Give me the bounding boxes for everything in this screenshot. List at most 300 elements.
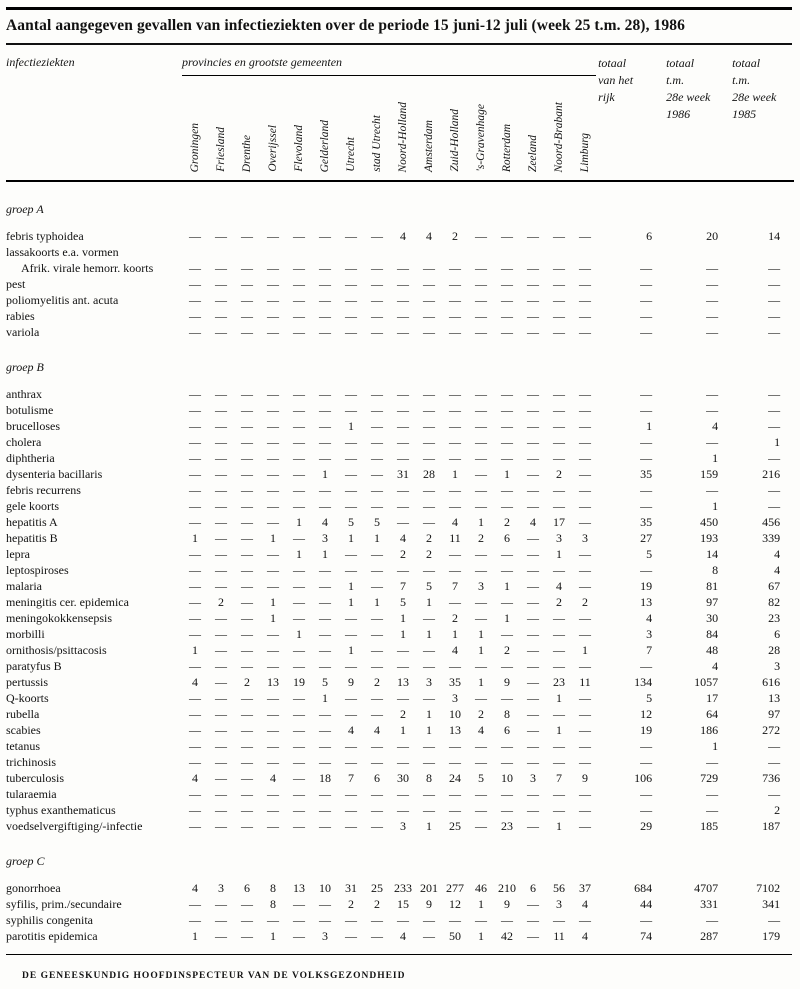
province-value-cell: — bbox=[319, 499, 331, 513]
total-value-cell: 1 bbox=[774, 435, 781, 449]
province-value-cell: 1 bbox=[426, 627, 432, 641]
province-value-cell: — bbox=[293, 293, 305, 307]
province-value-cell: — bbox=[371, 419, 383, 433]
province-value-cell: — bbox=[267, 739, 279, 753]
province-value-cell: 3 bbox=[478, 579, 484, 593]
province-value-cell: 6 bbox=[530, 881, 536, 895]
province-value-cell: — bbox=[267, 325, 279, 339]
total-value-cell: — bbox=[706, 309, 719, 323]
province-value-cell: — bbox=[345, 627, 357, 641]
province-value-cell: — bbox=[423, 787, 435, 801]
province-value-cell: — bbox=[371, 563, 383, 577]
table-row bbox=[6, 786, 794, 802]
province-value-cell: — bbox=[267, 627, 279, 641]
province-value-cell: 12 bbox=[449, 897, 461, 911]
total-value-cell: 187 bbox=[762, 819, 781, 833]
province-value-cell: — bbox=[449, 483, 461, 497]
province-value-cell: — bbox=[293, 229, 305, 243]
province-value-cell: 2 bbox=[244, 675, 250, 689]
province-value-cell: 1 bbox=[452, 627, 458, 641]
province-value-cell: 9 bbox=[504, 897, 510, 911]
province-value-cell: 31 bbox=[397, 467, 409, 481]
province-value-cell: 7 bbox=[556, 771, 562, 785]
disease-name: Q-koorts bbox=[6, 691, 49, 705]
province-value-cell: — bbox=[215, 627, 227, 641]
province-value-cell: — bbox=[527, 897, 539, 911]
province-value-cell: — bbox=[241, 611, 253, 625]
province-value-cell: — bbox=[553, 309, 565, 323]
total-value-cell: — bbox=[640, 277, 653, 291]
province-value-cell: — bbox=[319, 403, 331, 417]
province-value-cell: 2 bbox=[426, 547, 432, 561]
province-value-cell: 13 bbox=[293, 881, 305, 895]
province-value-cell: — bbox=[319, 261, 331, 275]
province-value-cell: — bbox=[293, 563, 305, 577]
disease-name: ornithosis/psittacosis bbox=[6, 643, 107, 657]
province-value-cell: 2 bbox=[400, 547, 406, 561]
total-value-cell: 1 bbox=[712, 451, 719, 465]
province-value-cell: — bbox=[527, 309, 539, 323]
province-value-cell: 4 bbox=[452, 515, 458, 529]
province-value-cell: — bbox=[189, 611, 201, 625]
province-value-cell: 2 bbox=[478, 531, 484, 545]
province-value-cell: — bbox=[527, 293, 539, 307]
province-value-cell: — bbox=[553, 325, 565, 339]
province-value-cell: — bbox=[475, 499, 487, 513]
province-value-cell: — bbox=[553, 755, 565, 769]
total-value-cell: 35 bbox=[640, 467, 653, 481]
province-value-cell: — bbox=[579, 325, 592, 339]
province-value-cell: — bbox=[241, 387, 253, 401]
total-value-cell: 1 bbox=[712, 739, 719, 753]
province-value-cell bbox=[390, 244, 416, 260]
province-value-cell: — bbox=[189, 691, 201, 705]
province-value-cell: — bbox=[189, 707, 201, 721]
province-value-cell: — bbox=[397, 483, 409, 497]
table-row bbox=[6, 292, 794, 308]
total-value-cell: 4 bbox=[774, 547, 781, 561]
province-value-cell: — bbox=[241, 277, 253, 291]
province-value-cell: — bbox=[501, 483, 513, 497]
province-value-cell: — bbox=[345, 309, 357, 323]
col-header-overijssel: Overijssel bbox=[266, 125, 279, 172]
province-value-cell: — bbox=[475, 467, 487, 481]
total-value-cell: 13 bbox=[640, 595, 653, 609]
col-header-limburg: Limburg bbox=[579, 132, 591, 172]
province-value-cell: — bbox=[241, 579, 253, 593]
disease-name: meningitis cer. epidemica bbox=[6, 595, 129, 609]
province-value-cell: 1 bbox=[556, 723, 562, 737]
province-value-cell: — bbox=[423, 803, 435, 817]
total-value-cell: 1057 bbox=[694, 675, 719, 689]
disease-name: diphtheria bbox=[6, 451, 55, 465]
province-value-cell: 1 bbox=[478, 897, 484, 911]
province-value-cell: — bbox=[189, 451, 201, 465]
province-value-cell: — bbox=[371, 929, 383, 943]
total-value-cell: — bbox=[706, 483, 719, 497]
total-value-cell: — bbox=[768, 293, 781, 307]
province-value-cell: — bbox=[345, 803, 357, 817]
disease-name: scabies bbox=[6, 723, 41, 737]
province-value-cell: — bbox=[475, 739, 487, 753]
province-value-cell: — bbox=[553, 913, 565, 927]
province-value-cell: — bbox=[241, 627, 253, 641]
province-value-cell: — bbox=[423, 611, 435, 625]
table-row bbox=[6, 928, 794, 944]
province-value-cell: — bbox=[423, 451, 435, 465]
province-value-cell: 201 bbox=[420, 881, 438, 895]
province-value-cell: — bbox=[501, 387, 513, 401]
province-value-cell: — bbox=[189, 325, 201, 339]
total-value-cell: 6 bbox=[646, 229, 653, 243]
province-value-cell: 1 bbox=[348, 419, 354, 433]
total-value-cell: — bbox=[768, 499, 781, 513]
province-value-cell: — bbox=[475, 787, 487, 801]
province-value-cell: 3 bbox=[400, 819, 406, 833]
total-value-cell bbox=[666, 244, 732, 260]
province-value-cell: — bbox=[189, 803, 201, 817]
province-value-cell: — bbox=[579, 803, 592, 817]
total-value-cell: — bbox=[768, 755, 781, 769]
province-value-cell: — bbox=[241, 451, 253, 465]
province-value-cell: — bbox=[579, 467, 592, 481]
province-value-cell: — bbox=[553, 611, 565, 625]
province-value-cell: — bbox=[501, 499, 513, 513]
province-value-cell: 9 bbox=[348, 675, 354, 689]
province-value-cell: 4 bbox=[270, 771, 276, 785]
disease-column-label: infectieziekten bbox=[6, 55, 75, 69]
total-value-cell: 186 bbox=[700, 723, 719, 737]
province-value-cell: — bbox=[371, 691, 383, 705]
province-value-cell: — bbox=[215, 723, 227, 737]
province-value-cell: — bbox=[553, 627, 565, 641]
total-value-cell: — bbox=[640, 659, 653, 673]
province-value-cell: — bbox=[527, 261, 539, 275]
province-value-cell: — bbox=[267, 707, 279, 721]
province-value-cell: — bbox=[215, 739, 227, 753]
total-value-cell: — bbox=[640, 755, 653, 769]
total-value-cell: 7102 bbox=[756, 881, 781, 895]
province-value-cell: — bbox=[215, 787, 227, 801]
province-value-cell: 2 bbox=[556, 467, 562, 481]
total-value-cell: — bbox=[640, 563, 653, 577]
total-value-cell: 12 bbox=[640, 707, 653, 721]
table-row bbox=[6, 434, 794, 450]
total-value-cell: — bbox=[640, 309, 653, 323]
province-value-cell: — bbox=[423, 691, 435, 705]
province-value-cell: — bbox=[215, 755, 227, 769]
province-value-cell: 25 bbox=[449, 819, 461, 833]
province-value-cell: 2 bbox=[426, 531, 432, 545]
province-value-cell: — bbox=[423, 293, 435, 307]
province-value-cell: — bbox=[371, 627, 383, 641]
province-value-cell: — bbox=[267, 515, 279, 529]
disease-name: leptospiroses bbox=[6, 563, 69, 577]
total-value-cell: — bbox=[706, 787, 719, 801]
total-value-cell bbox=[732, 244, 794, 260]
province-value-cell: — bbox=[319, 897, 331, 911]
province-value-cell: — bbox=[241, 325, 253, 339]
province-value-cell: — bbox=[501, 755, 513, 769]
province-value-cell: — bbox=[293, 707, 305, 721]
province-value-cell: — bbox=[189, 723, 201, 737]
total-value-cell: 97 bbox=[768, 707, 781, 721]
disease-name: voedselvergiftiging/-infectie bbox=[6, 819, 143, 833]
province-value-cell: — bbox=[501, 451, 513, 465]
disease-name: hepatitis B bbox=[6, 531, 58, 545]
province-value-cell: — bbox=[241, 261, 253, 275]
disease-name: morbilli bbox=[6, 627, 45, 641]
province-value-cell: — bbox=[215, 819, 227, 833]
province-value-cell: — bbox=[319, 229, 331, 243]
province-value-cell: — bbox=[371, 325, 383, 339]
province-value-cell: — bbox=[527, 929, 539, 943]
province-value-cell: — bbox=[501, 229, 513, 243]
province-value-cell: — bbox=[345, 819, 357, 833]
province-value-cell: — bbox=[345, 659, 357, 673]
province-value-cell: — bbox=[449, 547, 461, 561]
province-value-cell: — bbox=[241, 309, 253, 323]
province-value-cell: 4 bbox=[556, 579, 562, 593]
province-value-cell: — bbox=[189, 483, 201, 497]
province-value-cell: 3 bbox=[322, 531, 328, 545]
province-value-cell: — bbox=[397, 261, 409, 275]
province-value-cell: 11 bbox=[553, 929, 565, 943]
province-value-cell: — bbox=[397, 755, 409, 769]
table-row bbox=[6, 658, 794, 674]
province-value-cell bbox=[208, 244, 234, 260]
province-value-cell: — bbox=[553, 499, 565, 513]
province-value-cell: — bbox=[293, 435, 305, 449]
infectious-diseases-table bbox=[6, 47, 794, 944]
province-value-cell: — bbox=[371, 755, 383, 769]
province-value-cell: 1 bbox=[322, 547, 328, 561]
province-value-cell: — bbox=[293, 451, 305, 465]
title-rule bbox=[6, 43, 792, 45]
total-value-cell: — bbox=[768, 739, 781, 753]
province-value-cell: — bbox=[241, 515, 253, 529]
total-value-cell: 19 bbox=[640, 579, 653, 593]
province-value-cell: — bbox=[241, 755, 253, 769]
province-value-cell bbox=[312, 244, 338, 260]
province-value-cell: 25 bbox=[371, 881, 383, 895]
total-value-cell: 84 bbox=[706, 627, 719, 641]
page-title: Aantal aangegeven gevallen van infectieziekten over de periode 15 juni-12 juli (week 25 t.m. 28), 1986 bbox=[6, 17, 685, 34]
province-value-cell: 6 bbox=[374, 771, 380, 785]
total-value-cell: — bbox=[706, 293, 719, 307]
province-value-cell: — bbox=[501, 261, 513, 275]
province-value-cell: — bbox=[319, 913, 331, 927]
total-value-cell: 8 bbox=[712, 563, 719, 577]
province-value-cell: — bbox=[241, 913, 253, 927]
province-value-cell: — bbox=[189, 627, 201, 641]
province-value-cell: — bbox=[449, 803, 461, 817]
disease-name: variola bbox=[6, 325, 40, 339]
total-value-cell: — bbox=[640, 451, 653, 465]
total-value-cell: — bbox=[768, 419, 781, 433]
province-value-cell: — bbox=[267, 913, 279, 927]
province-value-cell: 30 bbox=[397, 771, 409, 785]
province-value-cell: — bbox=[449, 659, 461, 673]
province-value-cell: — bbox=[553, 419, 565, 433]
province-value-cell: 4 bbox=[582, 929, 589, 943]
province-value-cell: 24 bbox=[449, 771, 461, 785]
province-value-cell: — bbox=[293, 897, 305, 911]
province-value-cell: — bbox=[397, 913, 409, 927]
province-value-cell: — bbox=[475, 435, 487, 449]
province-value-cell: — bbox=[189, 435, 201, 449]
province-value-cell: — bbox=[267, 483, 279, 497]
province-value-cell: — bbox=[423, 309, 435, 323]
province-value-cell: — bbox=[475, 547, 487, 561]
province-value-cell: — bbox=[423, 739, 435, 753]
total-value-cell: 1 bbox=[712, 499, 719, 513]
province-value-cell: — bbox=[215, 499, 227, 513]
province-value-cell: — bbox=[215, 325, 227, 339]
disease-name: dysenteria bacillaris bbox=[6, 467, 103, 481]
table-row bbox=[6, 896, 794, 912]
province-value-cell: — bbox=[345, 325, 357, 339]
province-value-cell: 1 bbox=[374, 531, 380, 545]
province-value-cell: — bbox=[501, 787, 513, 801]
province-value-cell: — bbox=[475, 691, 487, 705]
province-value-cell: 42 bbox=[501, 929, 513, 943]
province-value-cell: 1 bbox=[296, 627, 302, 641]
province-value-cell: 2 bbox=[452, 229, 458, 243]
disease-name: anthrax bbox=[6, 387, 42, 401]
province-value-cell: — bbox=[371, 579, 383, 593]
province-value-cell: — bbox=[189, 659, 201, 673]
total-value-cell: 450 bbox=[700, 515, 719, 529]
province-value-cell: — bbox=[371, 707, 383, 721]
group-label: groep A bbox=[6, 202, 44, 216]
province-value-cell: — bbox=[579, 229, 592, 243]
province-value-cell: — bbox=[579, 627, 592, 641]
group-label: groep C bbox=[6, 854, 45, 868]
province-value-cell: — bbox=[215, 579, 227, 593]
province-value-cell: — bbox=[475, 913, 487, 927]
table-row bbox=[6, 530, 794, 546]
province-value-cell: 1 bbox=[296, 515, 302, 529]
province-value-cell: — bbox=[241, 739, 253, 753]
province-value-cell: — bbox=[267, 755, 279, 769]
province-value-cell bbox=[182, 244, 208, 260]
province-value-cell: 1 bbox=[478, 515, 484, 529]
province-value-cell: — bbox=[397, 325, 409, 339]
province-value-cell: — bbox=[241, 595, 253, 609]
province-value-cell: — bbox=[501, 547, 513, 561]
province-value-cell: — bbox=[189, 387, 201, 401]
province-value-cell: 1 bbox=[504, 467, 510, 481]
disease-name: syfilis, prim./secundaire bbox=[6, 897, 122, 911]
province-value-cell: 5 bbox=[426, 579, 432, 593]
total-value-cell: 3 bbox=[774, 659, 781, 673]
province-value-cell: — bbox=[215, 435, 227, 449]
total-value-cell: 106 bbox=[634, 771, 653, 785]
province-value-cell: 15 bbox=[397, 897, 409, 911]
province-value-cell bbox=[546, 244, 572, 260]
province-value-cell: — bbox=[371, 309, 383, 323]
province-value-cell: 4 bbox=[478, 723, 484, 737]
province-value-cell: — bbox=[423, 261, 435, 275]
province-value-cell: — bbox=[527, 659, 539, 673]
province-value-cell: 1 bbox=[374, 595, 380, 609]
province-value-cell: 2 bbox=[374, 897, 380, 911]
province-value-cell: 1 bbox=[556, 819, 562, 833]
province-value-cell: — bbox=[475, 309, 487, 323]
province-value-cell: — bbox=[501, 293, 513, 307]
province-value-cell: — bbox=[215, 483, 227, 497]
disease-name: pertussis bbox=[6, 675, 48, 689]
province-value-cell: — bbox=[475, 325, 487, 339]
province-value-cell: — bbox=[267, 293, 279, 307]
province-value-cell: — bbox=[579, 499, 592, 513]
province-value-cell: — bbox=[527, 467, 539, 481]
top-rule bbox=[6, 7, 792, 10]
province-value-cell: — bbox=[579, 611, 592, 625]
province-value-cell: 9 bbox=[582, 771, 589, 785]
province-value-cell: 5 bbox=[374, 515, 380, 529]
total-value-cell: 5 bbox=[646, 691, 653, 705]
province-value-cell: — bbox=[319, 755, 331, 769]
province-value-cell: — bbox=[527, 483, 539, 497]
province-value-cell: 4 bbox=[192, 881, 198, 895]
disease-name: brucelloses bbox=[6, 419, 60, 433]
disease-name: botulisme bbox=[6, 403, 54, 417]
province-value-cell: — bbox=[267, 819, 279, 833]
province-value-cell: — bbox=[423, 435, 435, 449]
province-value-cell: 1 bbox=[452, 467, 458, 481]
province-value-cell: — bbox=[345, 563, 357, 577]
province-value-cell: 4 bbox=[322, 515, 328, 529]
province-value-cell: — bbox=[267, 803, 279, 817]
province-value-cell: — bbox=[527, 675, 539, 689]
total-value-cell: — bbox=[640, 325, 653, 339]
total-value-cell: — bbox=[706, 803, 719, 817]
province-value-cell: — bbox=[215, 531, 227, 545]
total-value-cell: 30 bbox=[706, 611, 719, 625]
province-value-cell: — bbox=[579, 563, 592, 577]
province-value-cell: — bbox=[267, 723, 279, 737]
province-value-cell: — bbox=[293, 499, 305, 513]
province-value-cell: — bbox=[527, 739, 539, 753]
province-value-cell: — bbox=[371, 803, 383, 817]
province-value-cell: — bbox=[319, 435, 331, 449]
province-value-cell: — bbox=[293, 739, 305, 753]
province-value-cell: — bbox=[527, 627, 539, 641]
province-value-cell: — bbox=[475, 277, 487, 291]
total-value-cell: 35 bbox=[640, 515, 653, 529]
province-value-cell: — bbox=[449, 755, 461, 769]
province-value-cell: — bbox=[579, 293, 592, 307]
province-value-cell: — bbox=[397, 451, 409, 465]
province-value-cell: — bbox=[267, 261, 279, 275]
total-value-cell: — bbox=[640, 787, 653, 801]
province-value-cell: — bbox=[215, 771, 227, 785]
province-value-cell: — bbox=[449, 499, 461, 513]
province-value-cell: — bbox=[501, 691, 513, 705]
province-value-cell: 2 bbox=[556, 595, 562, 609]
province-value-cell: — bbox=[293, 803, 305, 817]
province-value-cell: — bbox=[345, 229, 357, 243]
province-value-cell: — bbox=[241, 293, 253, 307]
province-value-cell: — bbox=[241, 483, 253, 497]
total-value-cell: — bbox=[768, 261, 781, 275]
province-value-cell: — bbox=[189, 229, 201, 243]
province-value-cell: — bbox=[215, 309, 227, 323]
province-value-cell: — bbox=[319, 627, 331, 641]
province-value-cell: — bbox=[475, 755, 487, 769]
